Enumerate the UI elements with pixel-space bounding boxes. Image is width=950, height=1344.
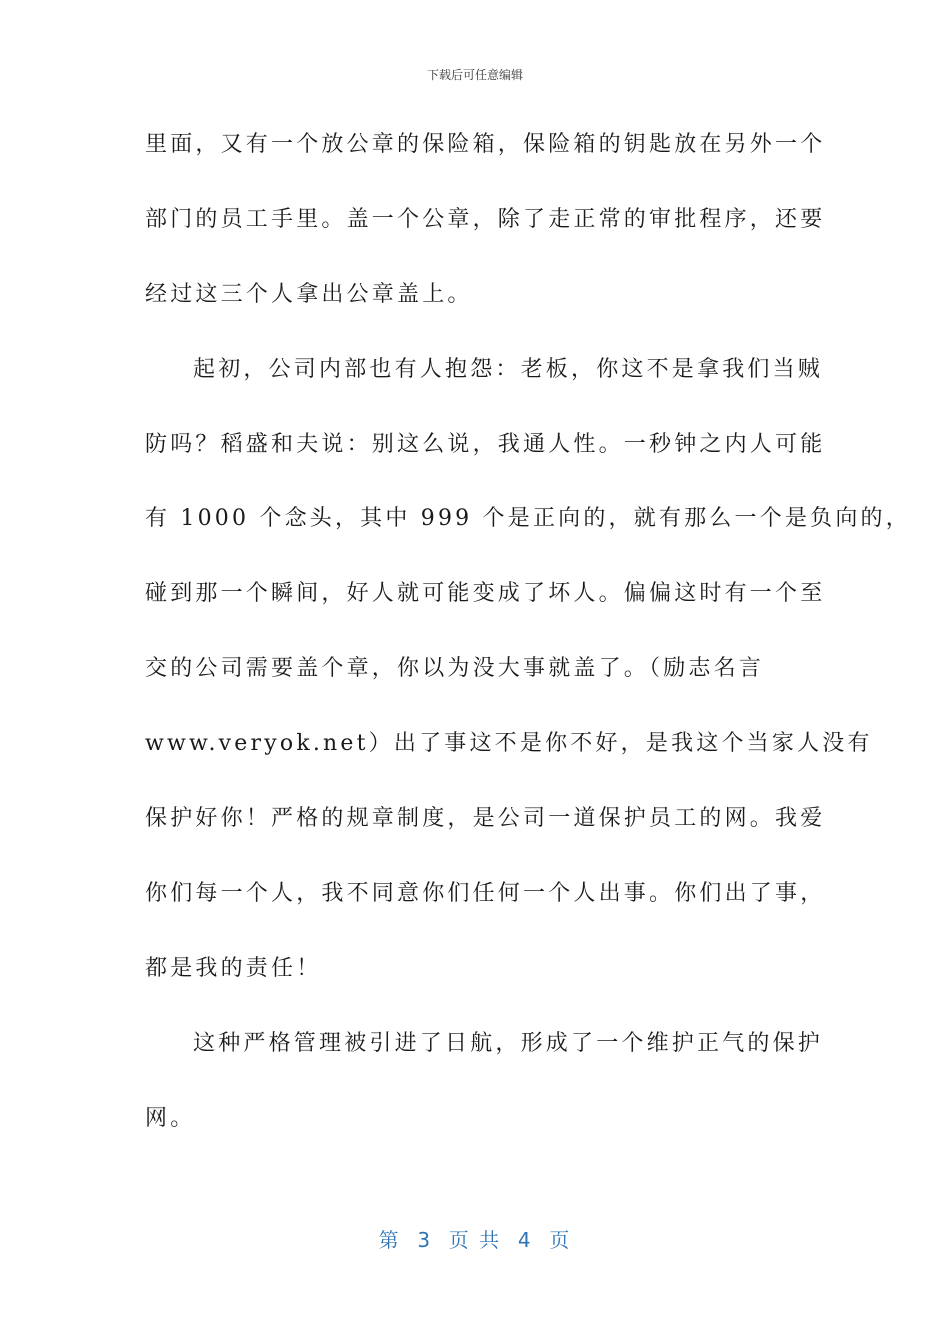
text-line: 有 1000 个念头，其中 999 个是正向的，就有那么一个是负向的，: [145, 506, 911, 532]
text-line: 部门的员工手里。盖一个公章，除了走正常的审批程序，还要: [145, 206, 826, 232]
text-line: 都是我的责任！: [145, 955, 322, 981]
text-line: 网。: [145, 1105, 196, 1131]
page-number-footer: 第 3 页 共 4 页: [378, 1228, 572, 1252]
text-line: www.veryok.net）出了事这不是你不好，是我这个当家人没有: [145, 731, 873, 757]
text-line: 交的公司需要盖个章，你以为没大事就盖了。（励志名言: [145, 656, 765, 682]
text-line: 你们每一个人，我不同意你们任何一个人出事。你们出了事，: [145, 880, 826, 906]
page-header: 下载后可任意编辑: [426, 68, 523, 82]
text-line: 防吗？稻盛和夫说：别这么说，我通人性。一秒钟之内人可能: [145, 431, 826, 457]
text-line: 保护好你！严格的规章制度，是公司一道保护员工的网。我爱: [145, 806, 826, 832]
document-body: [145, 125, 911, 1173]
text-line: 碰到那一个瞬间，好人就可能变成了坏人。偏偏这时有一个至: [145, 581, 826, 607]
text-line: 里面，又有一个放公章的保险箱，保险箱的钥匙放在另外一个: [145, 132, 826, 157]
paragraph-start-line: 起初，公司内部也有人抱怨：老板，你这不是拿我们当贼: [193, 356, 824, 382]
paragraph-start-line: 这种严格管理被引进了日航，形成了一个维护正气的保护: [193, 1030, 824, 1056]
text-line: 经过这三个人拿出公章盖上。: [145, 281, 473, 307]
